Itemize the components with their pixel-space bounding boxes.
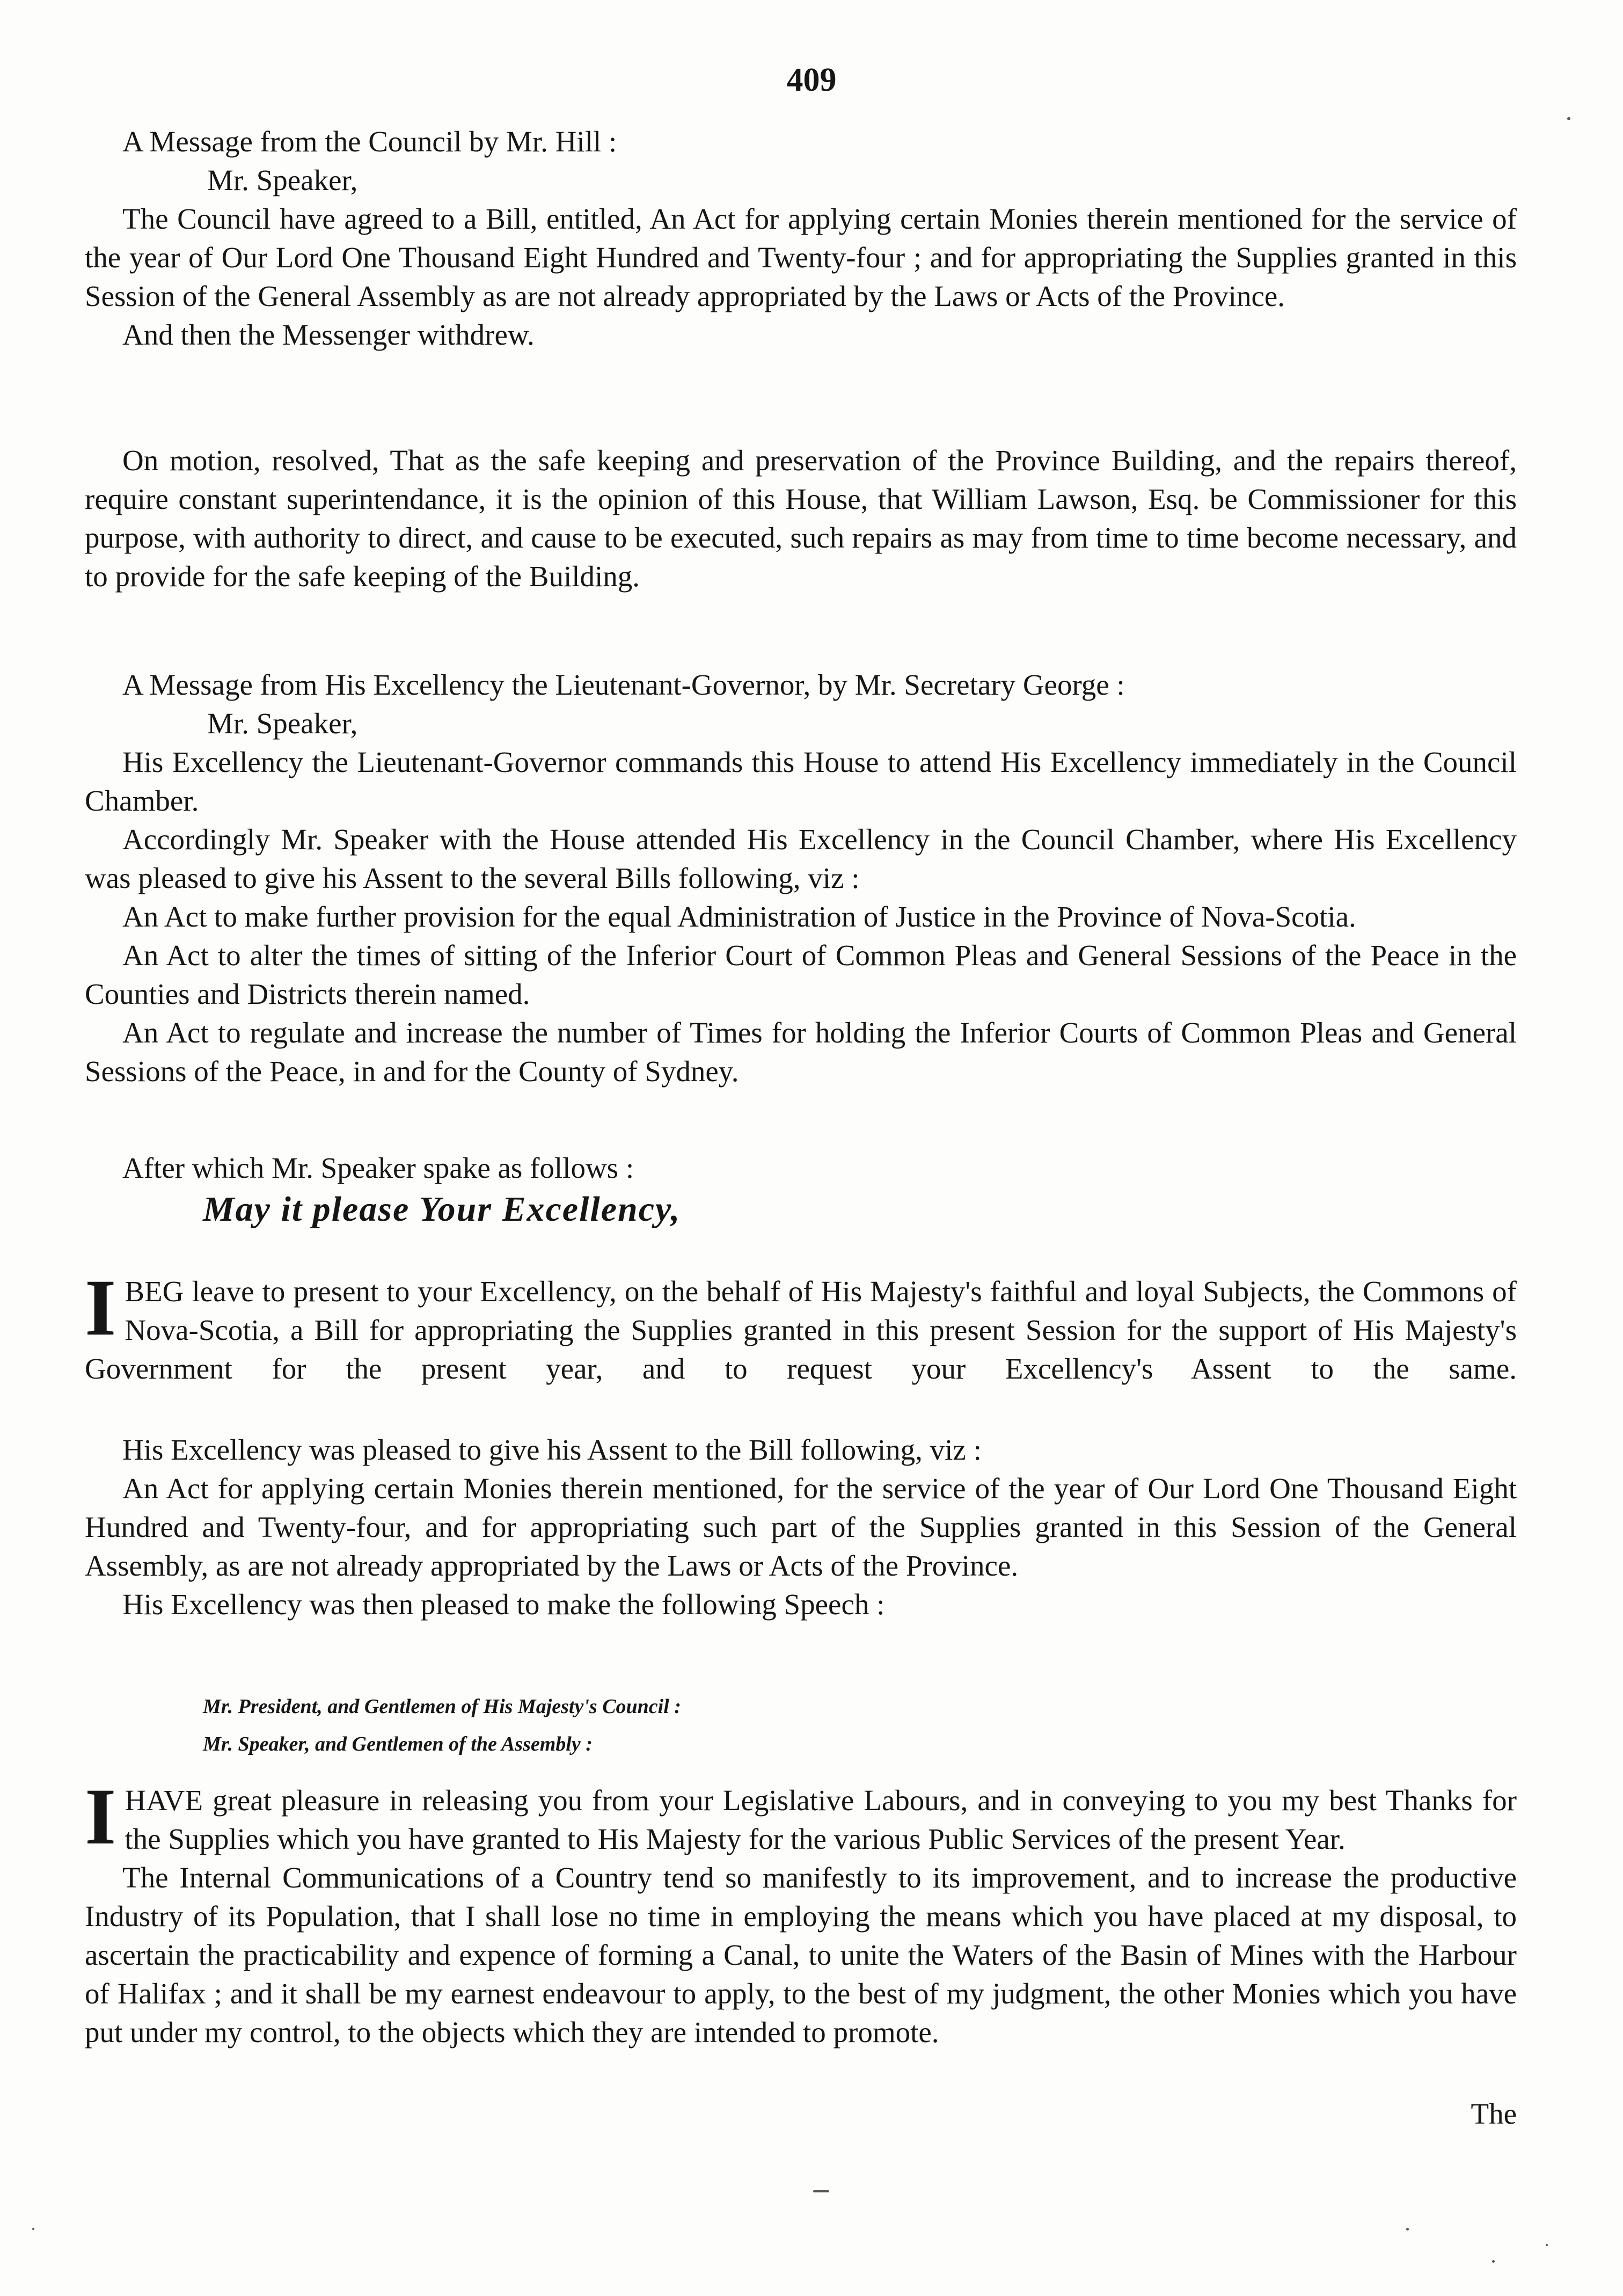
act-applying-monies: An Act for applying certain Monies therein mentioned, for the service of the year of Our Lord One Thousand Eight Hundred and Twenty-four, and for appropriating such part of the Supplies granted in this Session of the General Assembly, as are not already appropriated by the Laws or Acts of the Province.: [85, 1472, 1517, 1582]
print-speck: [1492, 2260, 1495, 2263]
page-number: 409: [786, 62, 837, 98]
speech-first-text: HAVE great pleasure in releasing you from your Legislative Labours, and in conveying to you my best Thanks for the Supplies which you have granted to His Majesty for the various Public Services of the present Year.: [125, 1784, 1517, 1855]
address-assembly: Mr. Speaker, and Gentlemen of the Assembly :: [203, 1733, 593, 1755]
salutation-excellency: May it please Your Excellency,: [203, 1190, 681, 1229]
dropcap-i: I: [85, 1263, 116, 1352]
council-message-heading: A Message from the Council by Mr. Hill :: [122, 125, 617, 158]
speaker-address-text: BEG leave to present to your Excellency, on the behalf of His Majesty's faithful and loyal Subjects, the Commons of Nova-Scotia, a Bill for appropriating the Supplies granted in this present Session for the support of His Majesty's Government for the present year, and to request your Excellency's Assent to the same.: [85, 1275, 1517, 1385]
print-mark: [813, 2190, 829, 2192]
speech-block: [85, 1772, 1517, 2052]
speaker-address-block: [85, 1263, 1517, 1388]
dropcap-i-2: I: [85, 1772, 116, 1861]
act-inferior-court: An Act to alter the times of sitting of the Inferior Court of Common Pleas and General Sessions of the Peace in the Counties and Districts therein named.: [85, 939, 1517, 1010]
salutation-mr-speaker: Mr. Speaker,: [207, 164, 358, 196]
governor-message-block: [85, 666, 1517, 1091]
print-speck: [1546, 2244, 1548, 2246]
speaker-address-paragraph: [85, 1263, 1517, 1388]
assent-block: [85, 1431, 1517, 1624]
speech-intro: His Excellency was then pleased to make the following Speech :: [122, 1588, 885, 1621]
assent-bill-line: His Excellency was pleased to give his Assent to the Bill following, viz :: [122, 1433, 982, 1466]
assent-bills-paragraph: Accordingly Mr. Speaker with the House attended His Excellency in the Council Chamber, where His Excellency was pleased to give his Assent to the several Bills following, viz :: [85, 823, 1517, 894]
print-speck: [1406, 2228, 1409, 2231]
act-justice: An Act to make further provision for the equal Administration of Justice in the Province of Nova-Scotia.: [122, 900, 1356, 933]
council-message-block: [85, 122, 1517, 354]
speaker-spake: After which Mr. Speaker spake as follows :: [122, 1151, 634, 1184]
salutation-mr-speaker-2: Mr. Speaker,: [207, 707, 358, 740]
messenger-withdrew: And then the Messenger withdrew.: [122, 318, 535, 351]
motion-resolved-paragraph: On motion, resolved, That as the safe keeping and preservation of the Province Building, and the repairs thereof, require constant superintendance, it is the opinion of this House, that William Lawson, Esq. be Commissioner for this purpose, with authority to direct, and cause to be executed, such repairs as may from time to time become necessary, and to provide for the safe keeping of the Building.: [85, 444, 1517, 593]
act-sydney-county: An Act to regulate and increase the number of Times for holding the Inferior Courts of Common Pleas and General Sessions of the Peace, in and for the County of Sydney.: [85, 1016, 1517, 1088]
governor-message-heading: A Message from His Excellency the Lieutenant-Governor, by Mr. Secretary George :: [122, 668, 1125, 701]
council-bill-paragraph: The Council have agreed to a Bill, entitled, An Act for applying certain Monies therein mentioned for the service of the year of Our Lord One Thousand Eight Hundred and Twenty-four ; and for appropriating the Supplies granted in this Session of the General Assembly as are not already appropriated by the Laws or Acts of the Province.: [85, 202, 1517, 312]
print-speck: [32, 2228, 34, 2230]
governor-command-paragraph: His Excellency the Lieutenant-Governor commands this House to attend His Excellency immediately in the Council Chamber.: [85, 746, 1517, 817]
motion-block: [85, 441, 1517, 596]
speaker-intro-block: [85, 1149, 1517, 1187]
speech-first-paragraph: [85, 1772, 1517, 1861]
print-speck: [1567, 117, 1570, 120]
catchword: The: [1471, 2097, 1517, 2130]
speech-second-paragraph: The Internal Communications of a Country tend so manifestly to its improvement, and to increase the productive Industry of its Population, that I shall lose no time in employing the means which you have placed at my disposal, to ascertain the practicability and expence of forming a Canal, to unite the Waters of the Basin of Mines with the Harbour of Halifax ; and it shall be my earnest endeavour to apply, to the best of my judgment, the other Monies which you have put under my control, to the objects which they are intended to promote.: [85, 1861, 1517, 2049]
address-council: Mr. President, and Gentlemen of His Majesty's Council :: [203, 1695, 681, 1718]
